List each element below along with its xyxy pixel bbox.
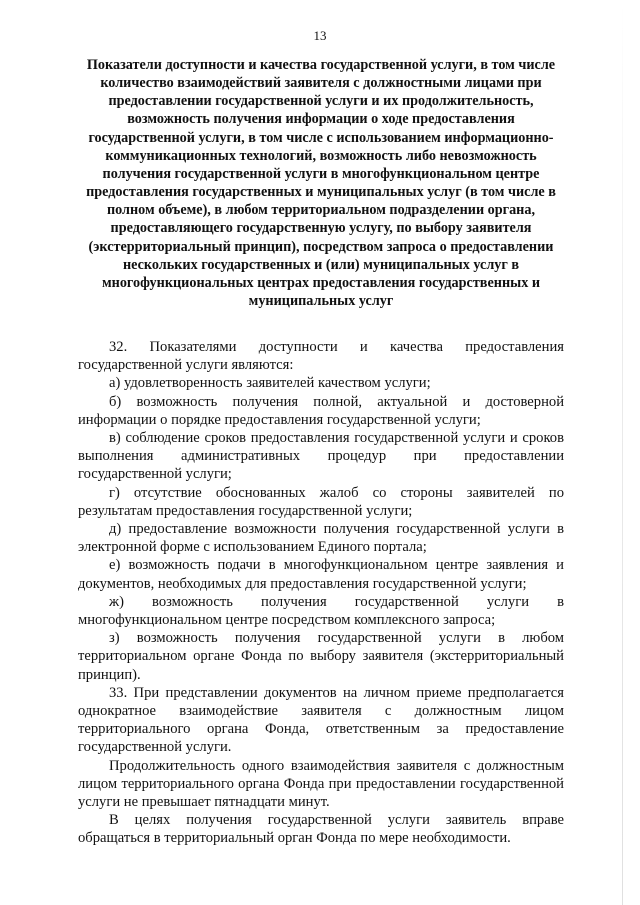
list-item-zh: ж) возможность получения государственной услуги в многофункциональном центре посредством комплексного запроса; <box>78 593 564 629</box>
paragraph-duration: Продолжительность одного взаимодействия заявителя с должностным лицом территориального органа Фонда при предоставлении государственной услуги не превышает пятнадцати минут. <box>78 757 564 811</box>
section-heading: Показатели доступности и качества государственной услуги, в том числе количество взаимодействий заявителя с должностными лицами при предоставлении государственной услуги и их продолжительность, возможность получения информации о ходе предоставления государственной услуги, в том числе с использованием информационно-коммуникационных технологий, возможность либо невозможность получения государственной услуги в многофункциональном центре предоставления государственных и муниципальных услуг (в том числе в полном объеме), в любом территориальном подразделении органа, предоставляющего государственную услугу, по выбору заявителя (экстерриториальный принцип), посредством запроса о предоставлении нескольких государственных и (или) муниципальных услуг в многофункциональных центрах предоставления государственных и муниципальных услуг <box>86 57 556 310</box>
document-body <box>78 338 564 848</box>
paragraph-frequency: В целях получения государственной услуги заявитель вправе обращаться в территориальный орган Фонда по мере необходимости. <box>78 812 564 847</box>
list-item-b: б) возможность получения полной, актуальной и достоверной информации о порядке предоставления государственной услуги; <box>78 393 564 428</box>
list-item-v: в) соблюдение сроков предоставления государственной услуги и сроков выполнения административных процедур при предоставлении государственной услуги; <box>78 430 564 483</box>
paragraph-33: 33. При представлении документов на личном приеме предполагается однократное взаимодействие заявителя с должностным лицом территориального органа Фонда, ответственным за предоставление государственной услуги. <box>78 684 564 756</box>
list-item-d: д) предоставление возможности получения государственной услуги в электронной форме с использованием Единого портала; <box>78 521 564 556</box>
list-item-g: г) отсутствие обоснованных жалоб со стороны заявителей по результатам предоставления государственной услуги; <box>78 484 564 519</box>
list-item-z: з) возможность получения государственной услуги в любом территориальном органе Фонда по выбору заявителя (экстерриториальный принцип). <box>78 630 564 683</box>
page-number: 13 <box>313 28 327 43</box>
list-item-a: а) удовлетворенность заявителей качеством услуги; <box>109 375 431 392</box>
paragraph-32: 32. Показателями доступности и качества предоставления государственной услуги являются: <box>78 339 564 374</box>
list-item-e: е) возможность подачи в многофункциональном центре заявления и документов, необходимых для предоставления государственной услуги; <box>78 557 564 592</box>
scan-edge-shadow <box>622 0 623 905</box>
